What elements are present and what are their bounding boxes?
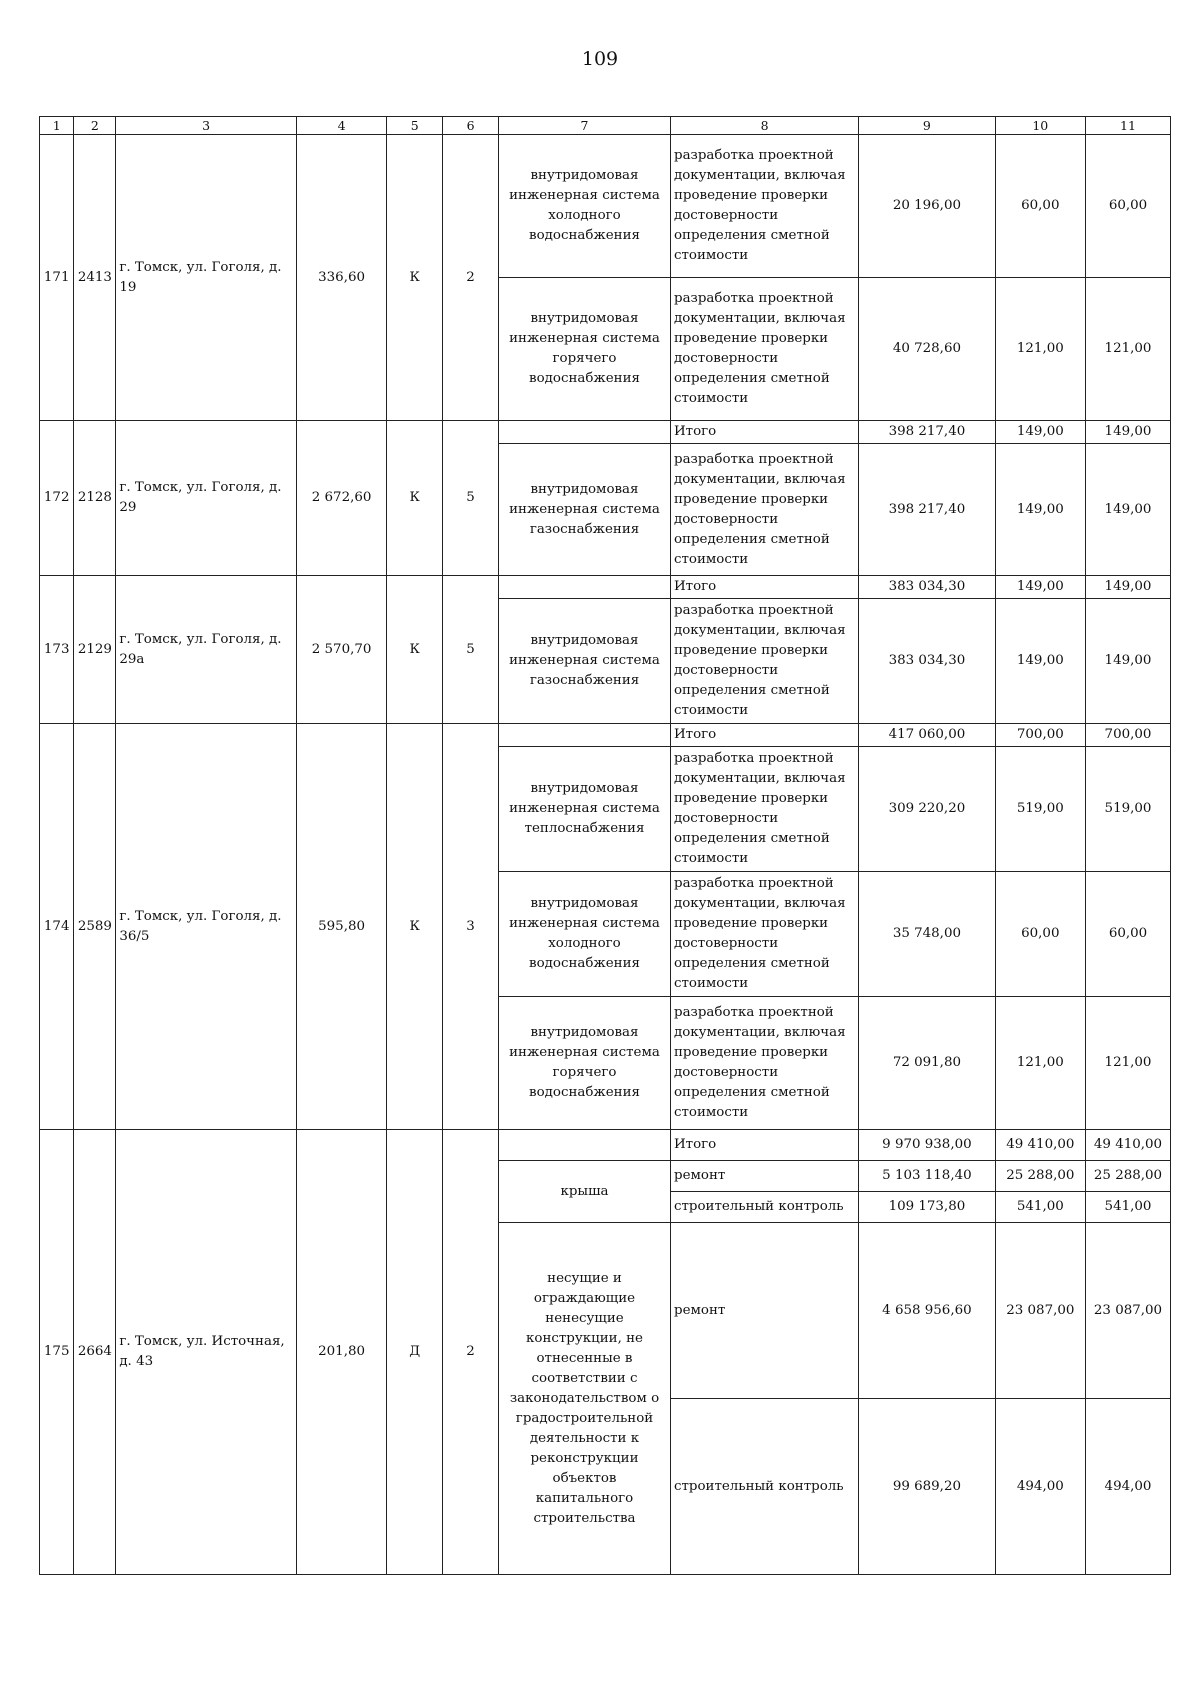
system-name: внутридомовая инженерная система газоснабжения xyxy=(499,599,671,724)
house-area: 336,60 xyxy=(296,135,386,421)
house-area: 2 570,70 xyxy=(296,576,386,724)
cost-value: 99 689,20 xyxy=(859,1399,996,1575)
house-id: 2589 xyxy=(74,724,116,1130)
house-area: 595,80 xyxy=(296,724,386,1130)
empty-cell xyxy=(499,576,671,599)
value-col10: 149,00 xyxy=(995,444,1085,576)
cost-value: 383 034,30 xyxy=(859,599,996,724)
value-col10: 149,00 xyxy=(995,599,1085,724)
total-col10: 700,00 xyxy=(995,724,1085,747)
value-col11: 149,00 xyxy=(1085,444,1170,576)
work-description: разработка проектной документации, включая проведение проверки достоверности определения сметной стоимости xyxy=(671,135,859,278)
empty-cell xyxy=(499,1130,671,1161)
column-header: 11 xyxy=(1085,117,1170,135)
value-col11: 121,00 xyxy=(1085,997,1170,1130)
total-row xyxy=(40,1130,1171,1161)
value-col10: 25 288,00 xyxy=(995,1161,1085,1192)
value-col11: 121,00 xyxy=(1085,278,1170,421)
total-cost: 417 060,00 xyxy=(859,724,996,747)
house-area: 201,80 xyxy=(296,1130,386,1575)
cost-value: 20 196,00 xyxy=(859,135,996,278)
total-col11: 700,00 xyxy=(1085,724,1170,747)
total-cost: 398 217,40 xyxy=(859,421,996,444)
total-label: Итого xyxy=(671,421,859,444)
cost-value: 72 091,80 xyxy=(859,997,996,1130)
work-description: разработка проектной документации, включая проведение проверки достоверности определения сметной стоимости xyxy=(671,747,859,872)
work-label: ремонт xyxy=(671,1223,859,1399)
work-description: разработка проектной документации, включая проведение проверки достоверности определения сметной стоимости xyxy=(671,444,859,576)
row-number: 173 xyxy=(40,576,74,724)
cost-value: 109 173,80 xyxy=(859,1192,996,1223)
value-col10: 121,00 xyxy=(995,278,1085,421)
column-header: 3 xyxy=(116,117,297,135)
value-col11: 494,00 xyxy=(1085,1399,1170,1575)
column-header: 6 xyxy=(443,117,499,135)
total-row xyxy=(40,421,1171,444)
row-number: 171 xyxy=(40,135,74,421)
total-cost: 383 034,30 xyxy=(859,576,996,599)
house-type: К xyxy=(387,724,443,1130)
value-col10: 23 087,00 xyxy=(995,1223,1085,1399)
system-name: внутридомовая инженерная система холодного водоснабжения xyxy=(499,135,671,278)
capital-repair-table xyxy=(39,116,1171,1575)
work-label: строительный контроль xyxy=(671,1192,859,1223)
house-id: 2129 xyxy=(74,576,116,724)
column-header: 7 xyxy=(499,117,671,135)
row-number: 172 xyxy=(40,421,74,576)
house-floors: 2 xyxy=(443,1130,499,1575)
total-col11: 49 410,00 xyxy=(1085,1130,1170,1161)
total-col11: 149,00 xyxy=(1085,421,1170,444)
empty-cell xyxy=(499,421,671,444)
system-name: внутридомовая инженерная система горячего водоснабжения xyxy=(499,997,671,1130)
work-description: разработка проектной документации, включая проведение проверки достоверности определения сметной стоимости xyxy=(671,278,859,421)
value-col11: 541,00 xyxy=(1085,1192,1170,1223)
value-col10: 519,00 xyxy=(995,747,1085,872)
total-col11: 149,00 xyxy=(1085,576,1170,599)
empty-cell xyxy=(499,724,671,747)
house-address: г. Томск, ул. Гоголя, д. 36/5 xyxy=(116,724,297,1130)
house-address: г. Томск, ул. Гоголя, д. 29а xyxy=(116,576,297,724)
work-description: разработка проектной документации, включая проведение проверки достоверности определения сметной стоимости xyxy=(671,599,859,724)
house-floors: 5 xyxy=(443,421,499,576)
work-label: ремонт xyxy=(671,1161,859,1192)
house-type: К xyxy=(387,135,443,421)
column-header: 8 xyxy=(671,117,859,135)
house-id: 2128 xyxy=(74,421,116,576)
value-col10: 121,00 xyxy=(995,997,1085,1130)
total-label: Итого xyxy=(671,576,859,599)
page-number: 109 xyxy=(581,48,619,70)
house-type: К xyxy=(387,421,443,576)
house-floors: 3 xyxy=(443,724,499,1130)
cost-value: 40 728,60 xyxy=(859,278,996,421)
house-address: г. Томск, ул. Гоголя, д. 19 xyxy=(116,135,297,421)
value-col11: 519,00 xyxy=(1085,747,1170,872)
system-name: внутридомовая инженерная система холодного водоснабжения xyxy=(499,872,671,997)
cost-value: 4 658 956,60 xyxy=(859,1223,996,1399)
system-name: внутридомовая инженерная система газоснабжения xyxy=(499,444,671,576)
total-col10: 149,00 xyxy=(995,421,1085,444)
table-row xyxy=(40,135,1171,278)
house-type: К xyxy=(387,576,443,724)
value-col11: 25 288,00 xyxy=(1085,1161,1170,1192)
system-name: внутридомовая инженерная система теплоснабжения xyxy=(499,747,671,872)
work-description: разработка проектной документации, включая проведение проверки достоверности определения сметной стоимости xyxy=(671,872,859,997)
value-col10: 60,00 xyxy=(995,872,1085,997)
total-col10: 49 410,00 xyxy=(995,1130,1085,1161)
system-name: крыша xyxy=(499,1161,671,1223)
house-area: 2 672,60 xyxy=(296,421,386,576)
total-label: Итого xyxy=(671,724,859,747)
column-header: 1 xyxy=(40,117,74,135)
value-col11: 60,00 xyxy=(1085,872,1170,997)
work-label: строительный контроль xyxy=(671,1399,859,1575)
cost-value: 398 217,40 xyxy=(859,444,996,576)
system-name: внутридомовая инженерная система горячего водоснабжения xyxy=(499,278,671,421)
column-header: 5 xyxy=(387,117,443,135)
value-col10: 60,00 xyxy=(995,135,1085,278)
cost-value: 35 748,00 xyxy=(859,872,996,997)
cost-value: 5 103 118,40 xyxy=(859,1161,996,1192)
house-id: 2664 xyxy=(74,1130,116,1575)
house-address: г. Томск, ул. Гоголя, д. 29 xyxy=(116,421,297,576)
work-description: разработка проектной документации, включая проведение проверки достоверности определения сметной стоимости xyxy=(671,997,859,1130)
total-label: Итого xyxy=(671,1130,859,1161)
column-header: 10 xyxy=(995,117,1085,135)
house-floors: 5 xyxy=(443,576,499,724)
house-type: Д xyxy=(387,1130,443,1575)
value-col11: 149,00 xyxy=(1085,599,1170,724)
house-floors: 2 xyxy=(443,135,499,421)
column-number-row xyxy=(40,117,1171,135)
value-col11: 23 087,00 xyxy=(1085,1223,1170,1399)
column-header: 2 xyxy=(74,117,116,135)
value-col10: 494,00 xyxy=(995,1399,1085,1575)
column-header: 4 xyxy=(296,117,386,135)
house-id: 2413 xyxy=(74,135,116,421)
row-number: 174 xyxy=(40,724,74,1130)
total-col10: 149,00 xyxy=(995,576,1085,599)
total-row xyxy=(40,724,1171,747)
row-number: 175 xyxy=(40,1130,74,1575)
total-cost: 9 970 938,00 xyxy=(859,1130,996,1161)
total-row xyxy=(40,576,1171,599)
cost-value: 309 220,20 xyxy=(859,747,996,872)
system-name: несущие и ограждающие ненесущие конструкции, не отнесенные в соответствии с законодательством о градостроительной деятельности к реконструкции объектов капитального строительства xyxy=(499,1223,671,1575)
house-address: г. Томск, ул. Источная, д. 43 xyxy=(116,1130,297,1575)
value-col11: 60,00 xyxy=(1085,135,1170,278)
value-col10: 541,00 xyxy=(995,1192,1085,1223)
column-header: 9 xyxy=(859,117,996,135)
